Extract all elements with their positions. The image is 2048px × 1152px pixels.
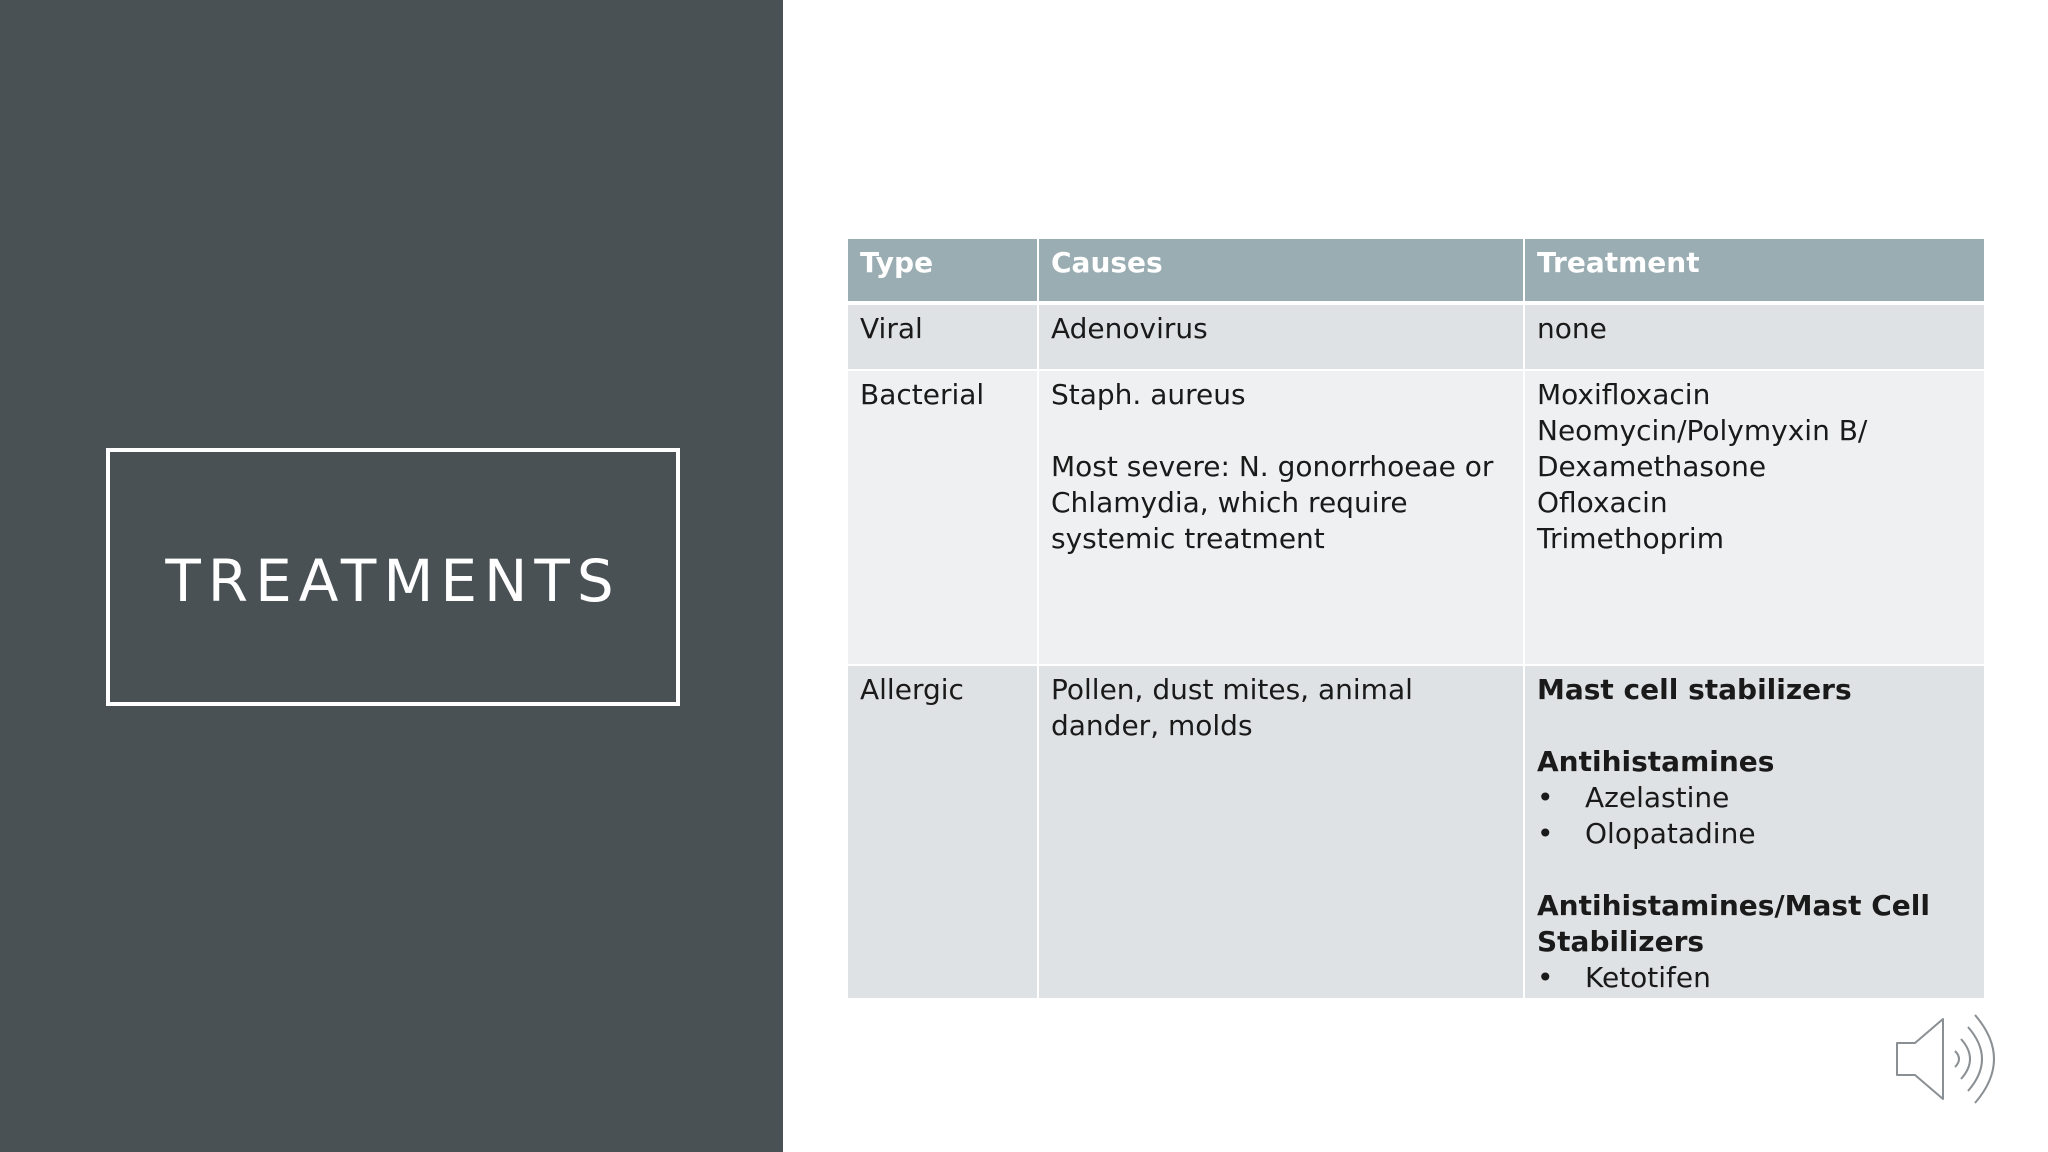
table-row-viral xyxy=(848,303,1984,370)
cell-treatment-viral: none xyxy=(1524,303,1984,370)
cell-causes-viral: Adenovirus xyxy=(1038,303,1524,370)
speaker-icon[interactable] xyxy=(1893,1009,2013,1109)
drug-item: Ofloxacin xyxy=(1537,486,1668,519)
list-item xyxy=(1537,816,1972,852)
cell-type-bacterial: Bacterial xyxy=(848,370,1038,665)
title-panel xyxy=(0,0,783,1152)
treatment-table xyxy=(848,239,1984,1000)
cause-staph: Staph. aureus xyxy=(1051,378,1246,411)
group-heading-antihistamines: Antihistamines xyxy=(1537,745,1775,778)
cell-type-viral: Viral xyxy=(848,303,1038,370)
slide-title: TREATMENTS xyxy=(165,547,621,615)
title-frame xyxy=(106,448,680,706)
cause-severe: Most severe: N. gonorrhoeae or Chlamydia, which require systemic treatment xyxy=(1051,450,1494,555)
cell-type-allergic: Allergic xyxy=(848,665,1038,999)
header-treatment: Treatment xyxy=(1524,239,1984,303)
drug-item: Azelastine xyxy=(1585,781,1730,814)
group-heading-mast-cell: Mast cell stabilizers xyxy=(1537,673,1852,706)
drug-item: Dexamethasone xyxy=(1537,450,1767,483)
drug-item: Neomycin/Polymyxin B/ xyxy=(1537,414,1868,447)
table-row-allergic xyxy=(848,665,1984,999)
cell-causes-allergic xyxy=(1038,665,1524,999)
header-type: Type xyxy=(848,239,1038,303)
drug-item: Trimethoprim xyxy=(1537,522,1724,555)
cell-treatment-bacterial xyxy=(1524,370,1984,665)
bullet-icon: • xyxy=(1537,781,1554,814)
list-item xyxy=(1537,960,1972,996)
cell-treatment-allergic xyxy=(1524,665,1984,999)
table-row-bacterial xyxy=(848,370,1984,665)
list-item xyxy=(1537,780,1972,816)
drug-item: Ketotifen xyxy=(1585,961,1711,994)
header-causes: Causes xyxy=(1038,239,1524,303)
cause-allergens: Pollen, dust mites, animal dander, molds xyxy=(1051,673,1413,742)
drug-item: Moxifloxacin xyxy=(1537,378,1711,411)
bullet-icon: • xyxy=(1537,817,1554,850)
bullet-icon: • xyxy=(1537,961,1554,994)
drug-item: Olopatadine xyxy=(1585,817,1756,850)
cell-causes-bacterial xyxy=(1038,370,1524,665)
table-header-row xyxy=(848,239,1984,303)
group-heading-combined: Antihistamines/Mast Cell Stabilizers xyxy=(1537,889,1930,958)
